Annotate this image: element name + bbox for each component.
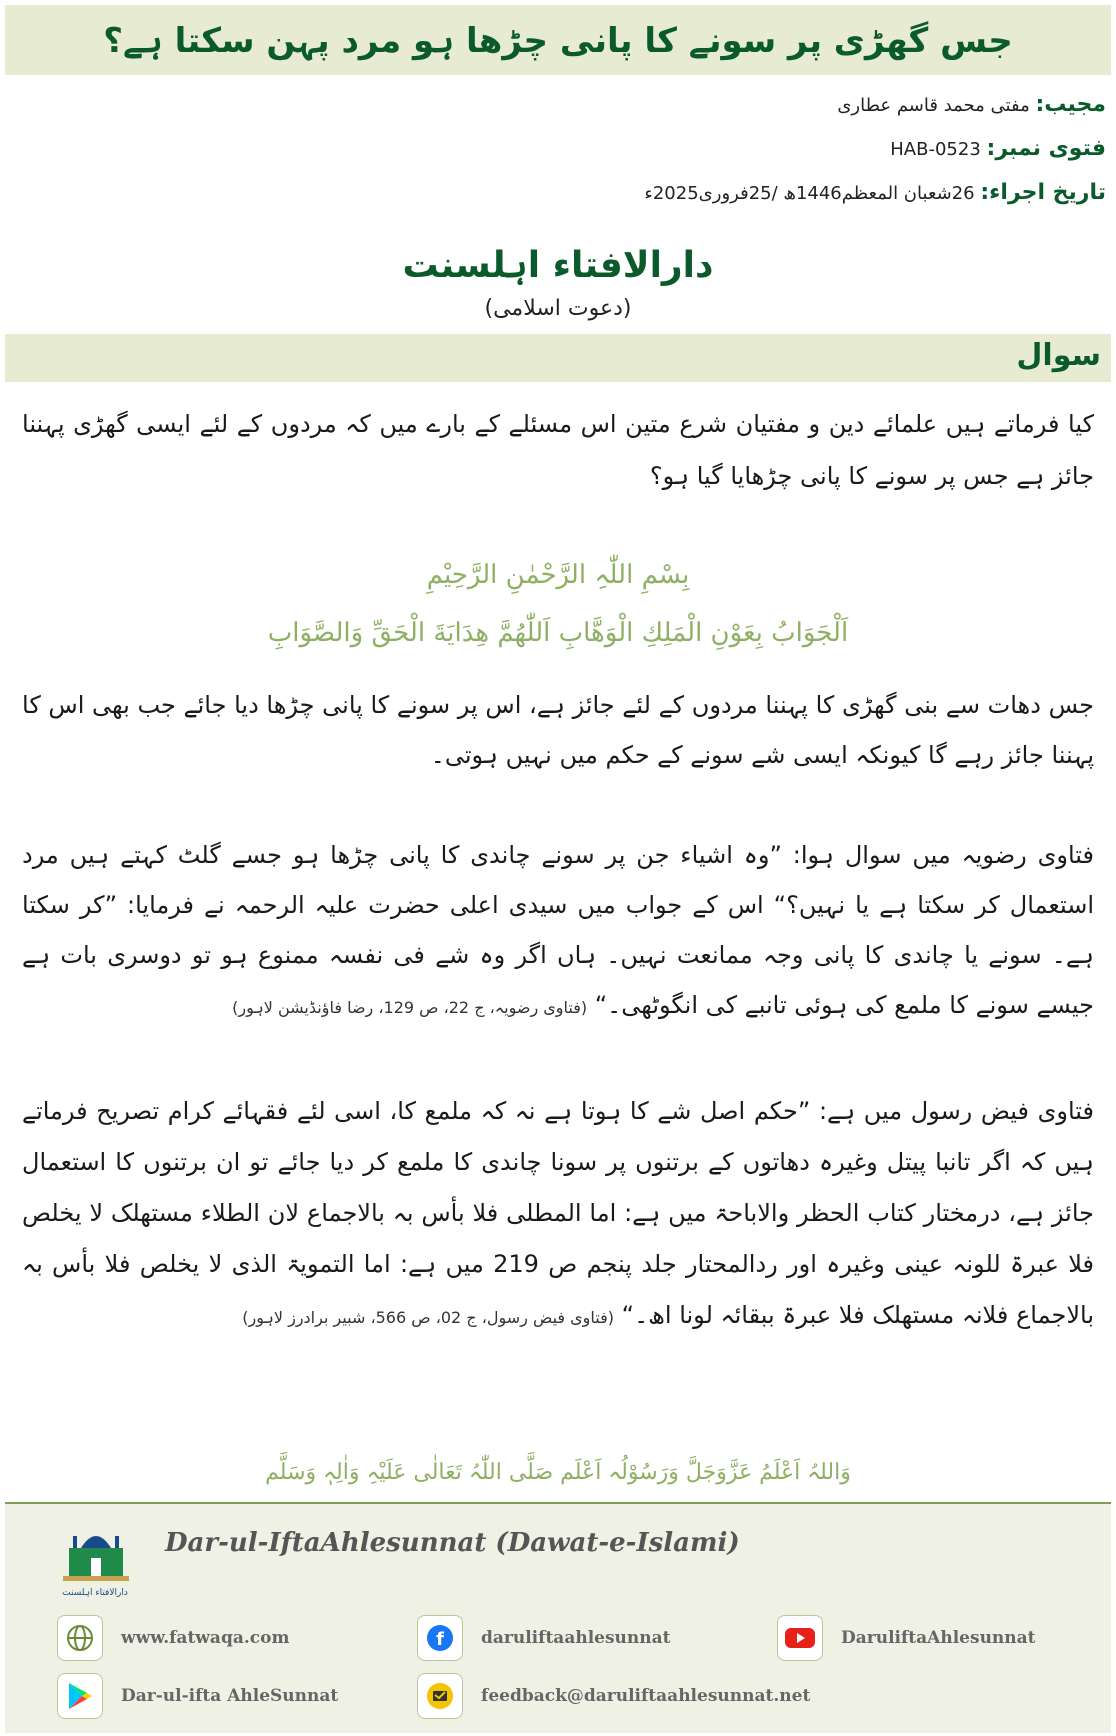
- facebook-link[interactable]: [417, 1616, 670, 1660]
- fatawa-faiz-rasool-reference: (فتاوی فیض رسول، ج 02، ص 566، شبیر برادرز لاہور): [242, 1308, 614, 1327]
- org-subtitle: (دعوت اسلامی): [484, 296, 632, 321]
- issue-date-label: تاریخ اجراء:: [980, 180, 1106, 205]
- fatwa-number-label: فتوی نمبر:: [986, 136, 1106, 161]
- answer-paragraph-3: [22, 1086, 1094, 1343]
- question-heading-band: [5, 334, 1111, 382]
- footer: [5, 1502, 1111, 1733]
- facebook-text: daruliftaahlesunnat: [481, 1628, 671, 1648]
- svg-text:f: f: [436, 1629, 444, 1650]
- feedback-email-link[interactable]: [417, 1674, 810, 1718]
- website-link[interactable]: [57, 1616, 289, 1660]
- answer-paragraph-3-text: فتاوی فیض رسول میں ہے: ”حکم اصل شے کا ہوتا ہے نہ کہ ملمع کا، اسی لئے فقہائے کرام تصریح فرماتے ہیں کہ اگر تانبا پیتل وغیرہ دھاتوں کے برتنوں پر سونا چاندی کا ملمع کر دیا جائے تو ان برتنوں کا استعمال جائز ہے، درمختار کتاب الحظر والاباحۃ میں ہے: اما المطلی فلا بأس بہ بالاجماع لان الطلاء مستھلک لا یخلص فلا عبرۃ للونہ عینی وغیرہ اور ردالمحتار جلد پنجم ص 219 میں ہے: اما التمویۃ الذی لا یخلص فلا بأس بہ بالاجماع فلانہ مستھلک فلا عبرۃ ببقائہ لونا اھ۔“: [22, 1097, 1094, 1329]
- feedback-icon: [417, 1673, 463, 1719]
- brand-name: Dar-ul-IftaAhlesunnat (Dawat-e-Islami): [165, 1528, 740, 1558]
- feedback-email-text: feedback@daruliftaahlesunnat.net: [481, 1686, 811, 1706]
- fatwa-number-value: HAB-0523: [890, 139, 981, 160]
- answer-paragraph-2-text: فتاوی رضویہ میں سوال ہوا: ”وہ اشیاء جن پر سونے چاندی کا پانی چڑھا ہو جسے گلٹ کہتے ہیں مرد استعمال کر سکتا ہے یا نہیں؟“ اس کے جواب میں سیدی اعلی حضرت علیہ الرحمہ نے فرمایا: ”کر سکتا ہے۔ سونے یا چاندی کا پانی وجہ ممانعت نہیں۔ ہاں اگر وہ شے فی نفسہ ممنوع ہو تو دوسری بات ہے جیسے سونے کا ملمع کی ہوئی تانبے کی انگوٹھی۔“: [22, 841, 1094, 1019]
- playstore-text: Dar-ul-ifta AhleSunnat: [121, 1686, 339, 1706]
- mujeeb-label: مجیب:: [1035, 92, 1106, 117]
- question-heading: سوال: [1016, 338, 1101, 373]
- bismillah: بِسْمِ اللّٰہِ الرَّحْمٰنِ الرَّحِیْمِ: [426, 560, 690, 590]
- question-text: کیا فرماتے ہیں علمائے دین و مفتیان شرع متین اس مسئلے کے بارے میں کہ مردوں کے لئے ایسی گھڑی پہننا جائز ہے جس پر سونے کا پانی چڑھایا گیا ہو؟: [22, 410, 1094, 490]
- logo-caption: دارالافتاء اہلسنت: [62, 1588, 128, 1598]
- page-title: جس گھڑی پر سونے کا پانی چڑھا ہو مرد پہن سکتا ہے؟: [103, 20, 1013, 61]
- org-name: دارالافتاء اہلسنت: [402, 245, 714, 286]
- darulifta-logo-icon: [51, 1518, 141, 1588]
- closing-dua: وَاللہُ اَعْلَمُ عَزَّوَجَلَّ وَرَسُوْلُہ اَعْلَم صَلَّی اللّٰہُ تَعَالٰی عَلَیْہِ وَاٰلِہٖ وَسَلَّم: [265, 1460, 851, 1485]
- youtube-text: DaruliftaAhlesunnat: [841, 1628, 1036, 1648]
- mujeeb-row: [206, 92, 1106, 117]
- youtube-icon: [777, 1615, 823, 1661]
- youtube-link[interactable]: [777, 1616, 1036, 1660]
- issue-date-value: 26شعبان المعظم1446ھ /25فروری2025ء: [644, 183, 975, 204]
- title-band: [5, 5, 1111, 75]
- website-text: www.fatwaqa.com: [121, 1628, 290, 1648]
- play-store-icon: [57, 1673, 103, 1719]
- answer-opening: اَلْجَوَابُ بِعَوْنِ الْمَلِكِ الْوَهَّابِ اَللّٰهُمَّ هِدَايَةَ الْحَقِّ وَالصَّوَابِ: [267, 618, 849, 648]
- fatawa-razawiya-reference: (فتاوی رضویہ، ج 22، ص 129، رضا فاؤنڈیشن لاہور): [232, 998, 588, 1017]
- playstore-link[interactable]: [57, 1674, 338, 1718]
- globe-icon: [57, 1615, 103, 1661]
- facebook-icon: [417, 1615, 463, 1661]
- mujeeb-value: مفتی محمد قاسم عطاری: [837, 95, 1030, 116]
- answer-paragraph-2: [22, 830, 1094, 1033]
- fatwa-number-row: [206, 136, 1106, 161]
- issue-date-row: [206, 180, 1106, 205]
- answer-paragraph-1: جس دھات سے بنی گھڑی کا پہننا مردوں کے لئے جائز ہے، اس پر سونے کا پانی چڑھا دیا جائے جب بھی اس کا پہننا جائز رہے گا کیونکہ ایسی شے سونے کے حکم میں نہیں ہوتی۔: [22, 691, 1094, 769]
